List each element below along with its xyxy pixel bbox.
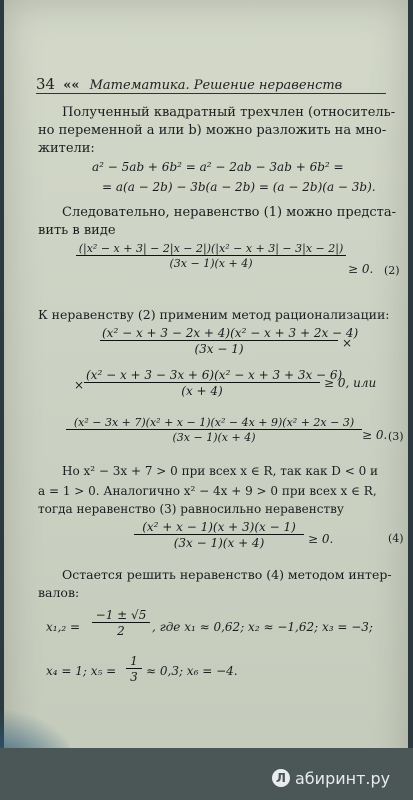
fraction-relation: × — [74, 378, 85, 392]
fraction-denominator: (3x − 1) — [194, 342, 244, 356]
fraction-numerator: (x² − 3x + 7)(x² + x − 1)(x² − 4x + 9)(x² + 2x − 3) — [66, 416, 362, 430]
text-line: Остается решить неравенство (4) методом интер- — [62, 567, 392, 582]
fraction-numerator: (|x² − x + 3| − 2|x − 2|)(|x² − x + 3| − 3|x − 2|) — [76, 242, 346, 256]
roots-values-2: ≈ 0,3; x₆ = −4. — [146, 664, 238, 678]
text-line: Следовательно, неравенство (1) можно предста- — [62, 205, 397, 220]
roots-fraction — [92, 608, 150, 638]
fraction-relation: ≥ 0. — [348, 262, 374, 276]
fraction-6 — [134, 520, 304, 550]
fraction-numerator: (x² − x + 3 − 3x + 6)(x² − x + 3 + 3x − 6) — [86, 368, 343, 382]
running-header — [36, 75, 376, 93]
equation-number: (4) — [388, 532, 404, 545]
fraction-4 — [84, 368, 343, 398]
fraction-denominator: (3x − 1)(x + 4) — [173, 536, 265, 550]
fraction-denominator: 3 — [130, 670, 138, 684]
book-page — [4, 0, 408, 800]
equation-line: a² − 5ab + 6b² = a² − 2ab − 3ab + 6b² = — [92, 160, 344, 174]
fraction-2 — [76, 242, 346, 270]
watermark — [272, 765, 402, 791]
page-number: 34 — [36, 75, 56, 93]
roots-values: , где x₁ ≈ 0,62; x₂ ≈ −1,62; x₃ = −3; — [152, 620, 373, 634]
roots-lhs: x₁,₂ = — [46, 620, 81, 634]
fraction-denominator: 2 — [117, 624, 125, 638]
fraction-3 — [100, 326, 359, 356]
equation-number: (3) — [388, 430, 404, 443]
fraction-relation: ≥ 0. — [362, 428, 388, 442]
text-line: жители: — [38, 141, 95, 156]
roots-fraction-2 — [126, 654, 142, 684]
text-line: валов: — [38, 585, 80, 600]
fraction-relation: × — [342, 336, 353, 350]
fraction-numerator: (x² − x + 3 − 2x + 4)(x² − x + 3 + 2x − 4) — [102, 326, 359, 340]
header-title: Математика. Решение неравенств — [89, 78, 343, 93]
fraction-numerator: −1 ± √5 — [92, 608, 150, 623]
fraction-relation: ≥ 0. — [308, 532, 334, 546]
text-line: тогда неравенство (3) равносильно неравенству — [38, 502, 344, 516]
equation-line: = a(a − 2b) − 3b(a − 2b) = (a − 2b)(a − 3b). — [102, 180, 376, 194]
header-mark: «« — [63, 78, 80, 93]
fraction-relation: ≥ 0, или — [324, 376, 377, 390]
text-line: вить в виде — [38, 223, 116, 238]
text-line: К неравенству (2) применим метод рационализации: — [38, 307, 390, 322]
fraction-denominator: (3x − 1)(x + 4) — [169, 257, 253, 270]
text-line: Полученный квадратный трехчлен (относитель- — [62, 105, 396, 120]
fraction-denominator: (x + 4) — [181, 384, 223, 398]
roots-line-2: x₄ = 1; x₅ = — [46, 664, 117, 678]
text-line: a = 1 > 0. Аналогично x² − 4x + 9 > 0 при всех x ∈ R, — [38, 484, 377, 498]
watermark-text: абиринт.ру — [295, 768, 391, 788]
header-rule — [36, 93, 386, 94]
fraction-denominator: (3x − 1)(x + 4) — [172, 431, 256, 444]
fraction-numerator: (x² + x − 1)(x + 3)(x − 1) — [134, 520, 304, 535]
equation-number: (2) — [384, 264, 400, 277]
fraction-numerator: 1 — [126, 654, 142, 669]
text-line: Но x² − 3x + 7 > 0 при всех x ∈ R, так как D < 0 и — [62, 464, 379, 478]
fraction-5 — [66, 416, 362, 444]
watermark-logo-icon: Л — [272, 769, 290, 787]
text-line: но переменной a или b) можно разложить на мно- — [38, 123, 387, 138]
